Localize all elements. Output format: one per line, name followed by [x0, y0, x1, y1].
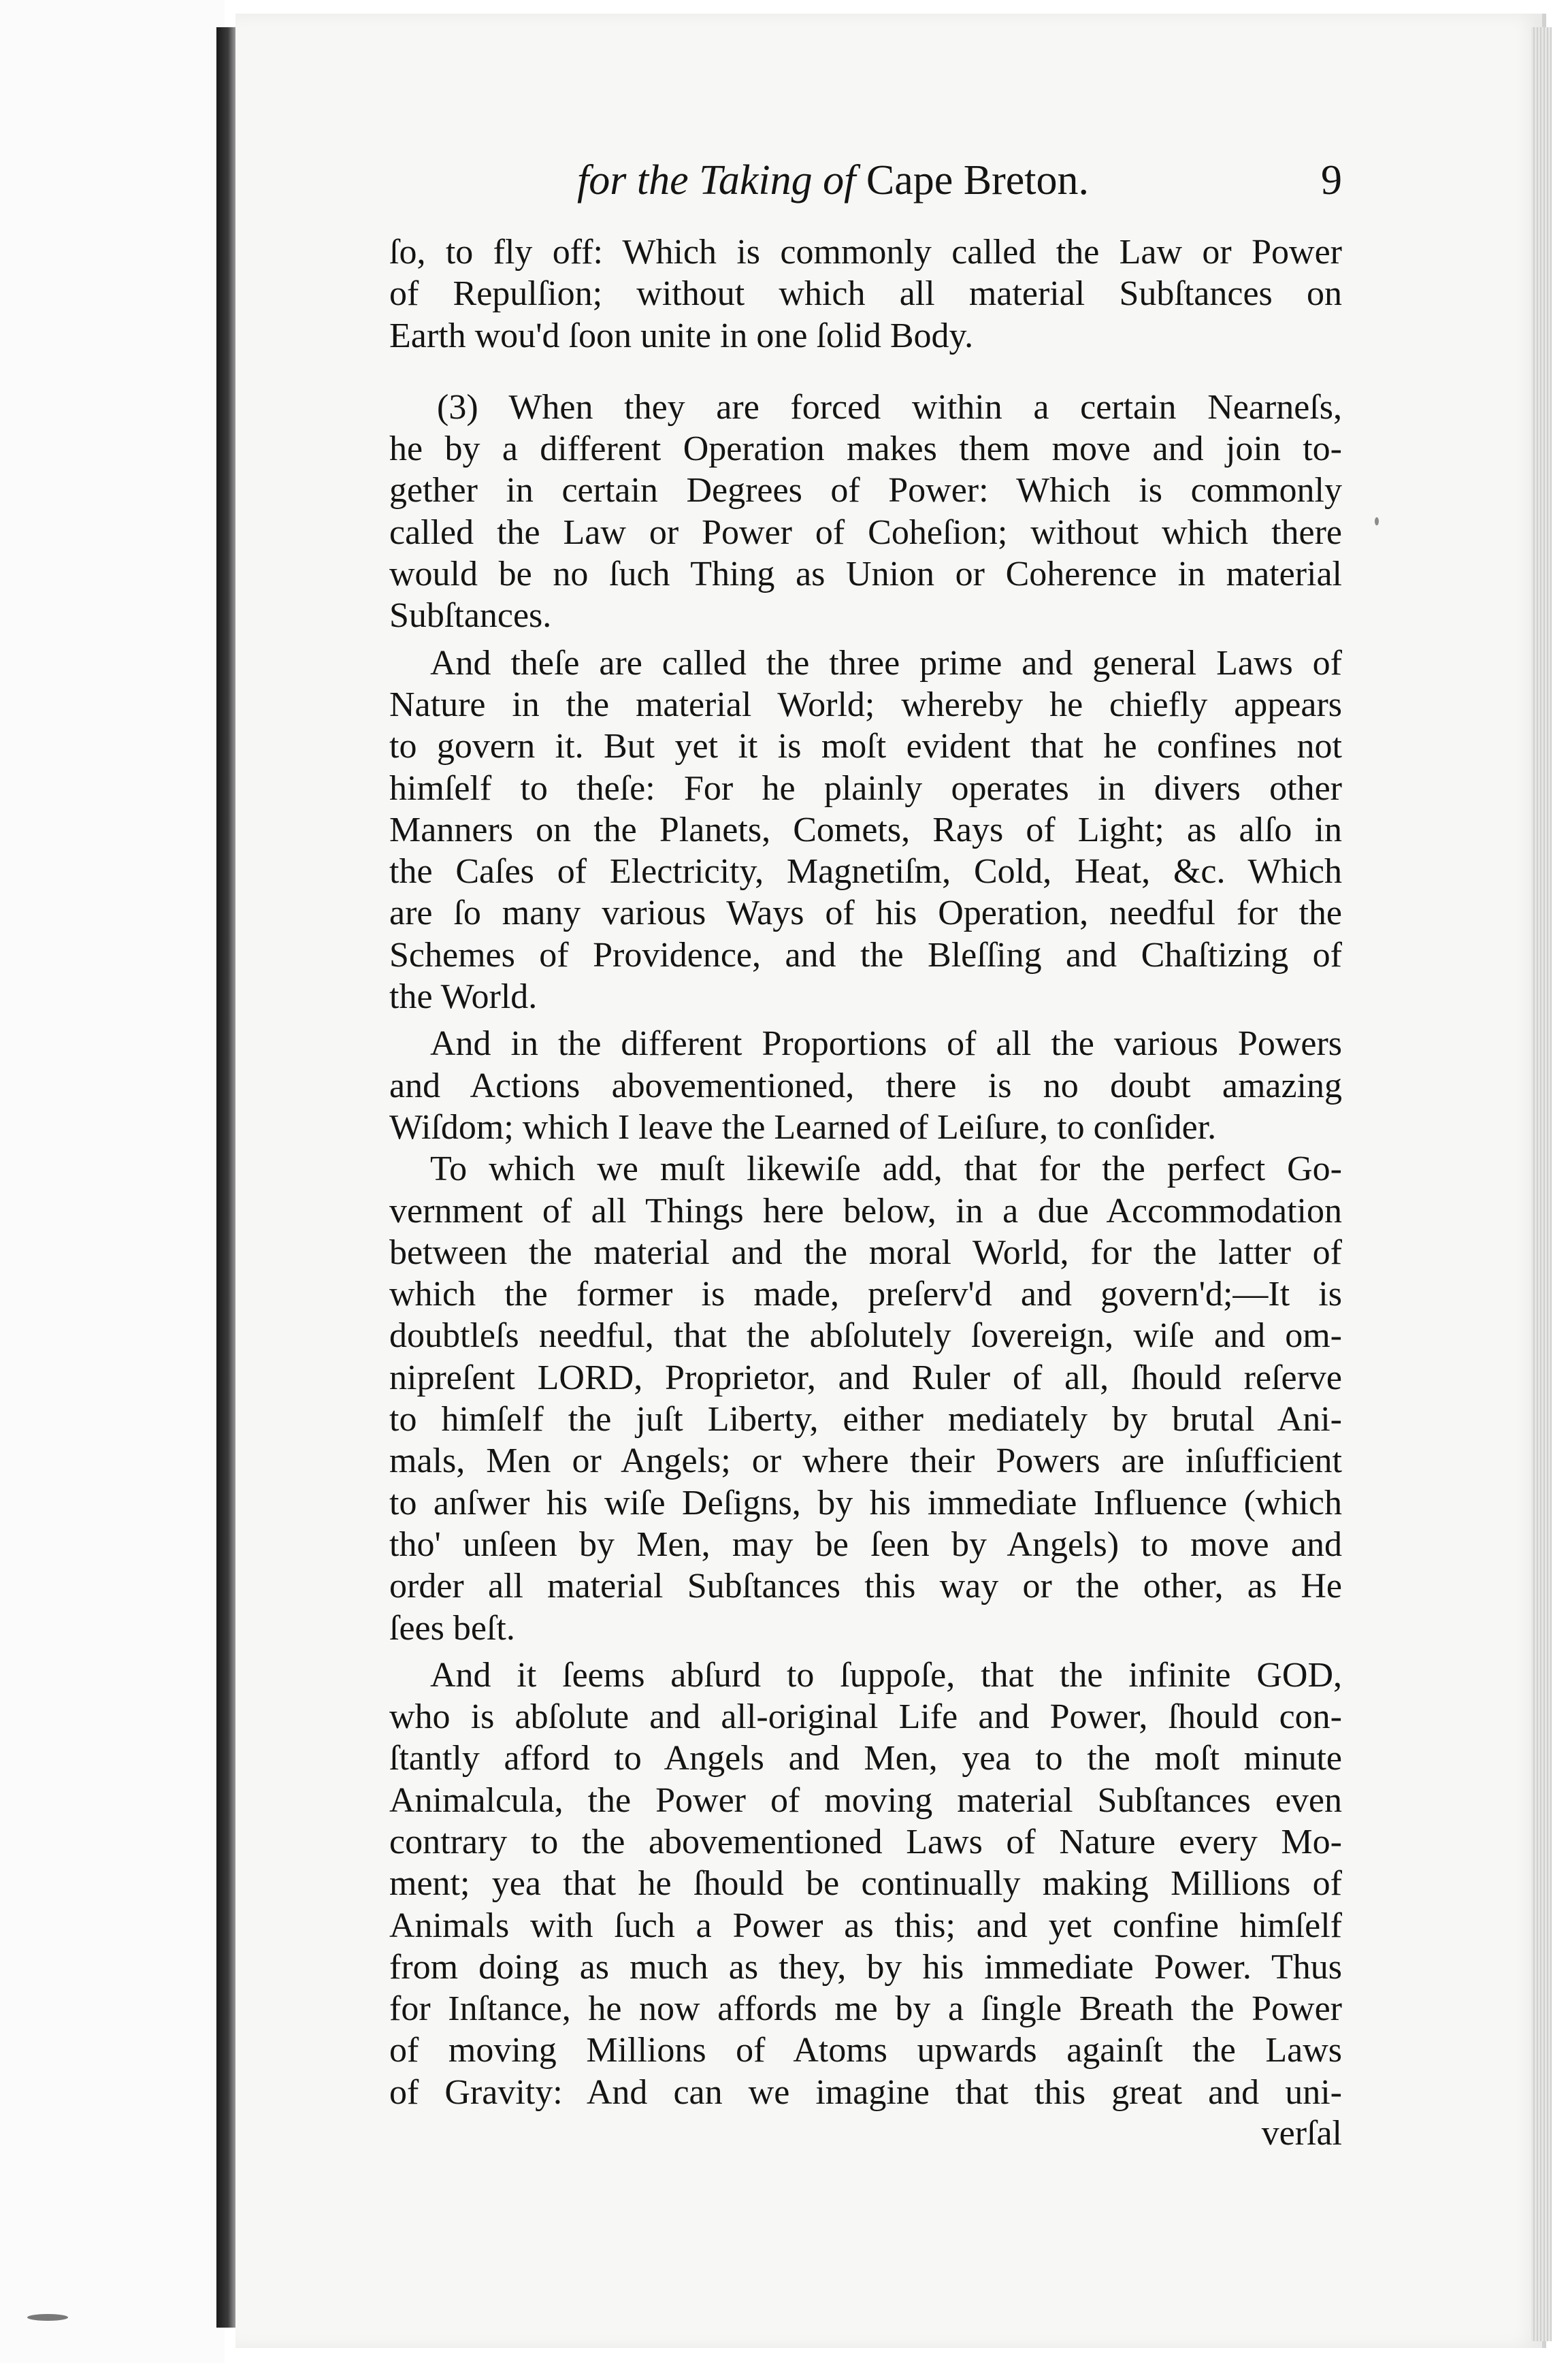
paragraph [389, 642, 1342, 1018]
text-line: mals, Men or Angels; or where their Powers are inſufficient [389, 1441, 1342, 1481]
text-line: (3) When they are forced within a certain Nearneſs, [437, 387, 1342, 427]
text-line: Manners on the Planets, Comets, Rays of Light; as alſo in [389, 810, 1342, 849]
text-line: to anſwer his wiſe Deſigns, by his immediate Influence (which [389, 1483, 1342, 1522]
page-edge [1531, 27, 1552, 2341]
text-line: are ſo many various Ways of his Operation, needful for the [389, 894, 1342, 933]
text-line: would be no ſuch Thing as Union or Coherence in material [389, 555, 1342, 594]
text-line: And in the different Proportions of all the various Powers [430, 1024, 1342, 1064]
page-number: 9 [1321, 157, 1342, 203]
paragraph [389, 231, 1342, 357]
text-line: Schemes of Providence, and the Bleſſing and Chaſtizing of [389, 935, 1342, 975]
text-line: Nature in the material World; whereby he chiefly appears [389, 685, 1342, 724]
text-line: doubtleſs needful, that the abſolutely ſovereign, wiſe and om- [389, 1316, 1342, 1356]
catchword: verſal [1261, 2114, 1342, 2153]
text-line: the Caſes of Electricity, Magnetiſm, Cold, Heat, &c. Which [389, 852, 1342, 892]
text-line: contrary to the abovementioned Laws of Nature every Mo- [389, 1822, 1342, 1861]
ink-speck [1375, 517, 1379, 525]
text-line: Subſtances. [389, 596, 552, 636]
text-line: ſees beſt. [389, 1608, 515, 1648]
text-line: he by a different Operation makes them move and join to- [389, 429, 1342, 469]
text-line: for Inſtance, he now affords me by a ſingle Breath the Power [389, 1989, 1342, 2029]
text-line: himſelf to theſe: For he plainly operates in divers other [389, 768, 1342, 808]
book-spine-shadow [216, 27, 235, 2328]
text-line: and Actions abovementioned, there is no doubt amazing [389, 1066, 1342, 1105]
text-line: who is abſolute and all-original Life and Power, ſhould con- [389, 1697, 1342, 1737]
paragraph [389, 1655, 1342, 2113]
text-line: which the former is made, preſerv'd and govern'd;—It is [389, 1275, 1342, 1314]
text-line: of Gravity: And can we imagine that this great and uni- [389, 2072, 1342, 2112]
text-line: And theſe are called the three prime and general Laws of [430, 643, 1342, 683]
ink-speck [27, 2314, 68, 2321]
text-line: To which we muſt likewiſe add, that for the perfect Go- [430, 1150, 1342, 1189]
text-line: Animals with ſuch a Power as this; and yet confine himſelf [389, 1906, 1342, 1945]
text-line: of Repulſion; without which all material Subſtances on [389, 274, 1342, 314]
text-line: the World. [389, 977, 538, 1017]
text-line: gether in certain Degrees of Power: Which is commonly [389, 471, 1342, 510]
text-line: ſtantly afford to Angels and Men, yea to the moſt minute [389, 1739, 1342, 1778]
paragraph [389, 387, 1342, 637]
running-title-place: Cape Breton. [866, 157, 1089, 203]
page-text [389, 157, 1342, 2155]
paragraph [389, 1023, 1342, 1148]
text-line: Earth wou'd ſoon unite in one ſolid Body. [389, 316, 974, 355]
text-line: to govern it. But yet it is moſt evident that he confines not [389, 727, 1342, 766]
text-line: from doing as much as they, by his immediate Power. Thus [389, 1947, 1342, 1987]
text-line: And it ſeems abſurd to ſuppoſe, that the infinite GOD, [430, 1655, 1342, 1695]
text-line: tho' unſeen by Men, may be ſeen by Angels) to move and [389, 1525, 1342, 1564]
text-line: Wiſdom; which I leave the Learned of Leiſure, to conſider. [389, 1107, 1217, 1147]
text-line: ſo, to fly off: Which is commonly called the Law or Power [389, 233, 1342, 272]
running-title [577, 157, 1089, 205]
running-title-italic: for the Taking of [577, 157, 866, 203]
text-line: vernment of all Things here below, in a due Accommodation [389, 1191, 1342, 1231]
running-head [389, 157, 1342, 231]
text-line: order all material Subſtances this way or the other, as He [389, 1567, 1342, 1606]
text-line: to himſelf the juſt Liberty, either mediately by brutal Ani- [389, 1400, 1342, 1439]
text-line: called the Law or Power of Coheſion; without which there [389, 512, 1342, 552]
text-line: between the material and the moral World, for the latter of [389, 1233, 1342, 1272]
text-line: ment; yea that he ſhould be continually making Millions of [389, 1864, 1342, 1904]
facing-page [0, 0, 225, 2363]
text-line: Animalcula, the Power of moving material Subſtances even [389, 1780, 1342, 1820]
text-line: of moving Millions of Atoms upwards againſt the Laws [389, 2031, 1342, 2070]
text-line: nipreſent LORD, Proprietor, and Ruler of all, ſhould reſerve [389, 1358, 1342, 1397]
paragraph [389, 1148, 1342, 1649]
